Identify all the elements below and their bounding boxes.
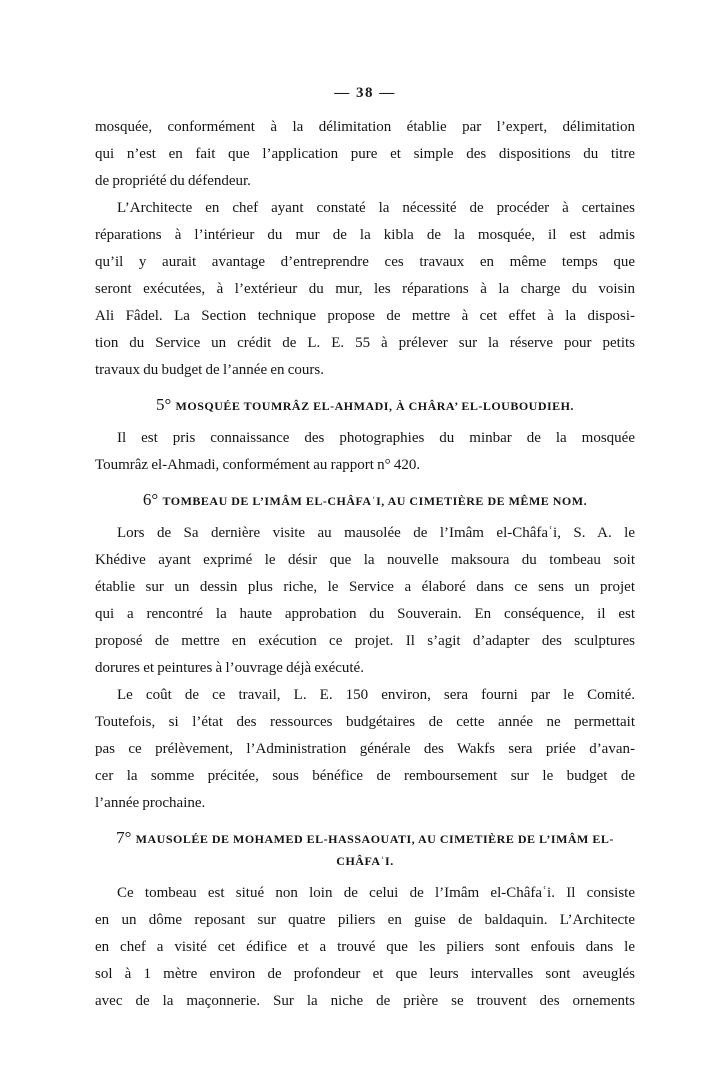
text-line: Lors de Sa dernière visite au mausolée de l’Imâm el-Châfaʿi, S. A. le bbox=[117, 525, 635, 541]
page-number: — 38 — bbox=[334, 85, 396, 101]
text-line: Le coût de ce travail, L. E. 150 environ, sera fourni par le Comité. bbox=[117, 687, 635, 703]
text-line: avec de la maçonnerie. Sur la niche de prière se trouvent des ornements bbox=[95, 993, 635, 1009]
text-line: établie sur un dessin plus riche, le Service a élaboré dans ce sens un projet bbox=[95, 579, 635, 595]
text-line: Khédive ayant exprimé le désir que la nouvelle maksoura du tombeau soit bbox=[95, 552, 635, 568]
text-line: sol à 1 mètre environ de profondeur et que leurs intervalles sont aveuglés bbox=[95, 966, 635, 982]
text-line: Ce tombeau est situé non loin de celui de l’Imâm el-Châfaʿi. Il consiste bbox=[117, 885, 635, 901]
section-title: MOSQUÉE TOUMRÂZ EL-AHMADI, À CHÂRA’ EL-LOUBOUDIEH. bbox=[175, 399, 575, 413]
text-line: en chef a visité cet édifice et a trouvé que les piliers sont enfouis dans le bbox=[95, 939, 635, 955]
text-line: dorures et peintures à l’ouvrage déjà exécuté. bbox=[95, 660, 364, 676]
paragraph bbox=[95, 195, 635, 384]
text-line: Toutefois, si l’état des ressources budgétaires de cette année ne permettait bbox=[95, 714, 635, 730]
section-title: TOMBEAU DE L’IMÂM EL-CHÂFAʿI, AU CIMETIÈRE DE MÊME NOM. bbox=[162, 494, 588, 508]
text-line: qui n’est en fait que l’application pure et simple des dispositions du titre bbox=[95, 146, 635, 162]
section-title: MAUSOLÉE DE MOHAMED EL-HASSAOUATI, AU CIMETIÈRE DE L’IMÂM EL-CHÂFAʿI. bbox=[135, 832, 614, 868]
paragraph bbox=[95, 114, 635, 195]
text-line: travaux du budget de l’année en cours. bbox=[95, 362, 324, 378]
text-line: L’Architecte en chef ayant constaté la nécessité de procéder à certaines bbox=[117, 200, 635, 216]
text-line: cer la somme précitée, sous bénéfice de remboursement sur le budget de bbox=[95, 768, 635, 784]
text-line: qui a rencontré la haute approbation du Souverain. En conséquence, il est bbox=[95, 606, 635, 622]
paragraph bbox=[95, 880, 635, 1015]
section-heading bbox=[95, 489, 635, 512]
section-heading bbox=[95, 394, 635, 417]
paragraph bbox=[95, 520, 635, 682]
text-line: pas ce prélèvement, l’Administration générale des Wakfs sera priée d’avan- bbox=[95, 741, 635, 757]
text-line: de propriété du défendeur. bbox=[95, 173, 251, 189]
text-line: en un dôme reposant sur quatre piliers en guise de baldaquin. L’Architecte bbox=[95, 912, 635, 928]
paragraph bbox=[95, 682, 635, 817]
document-body bbox=[95, 114, 635, 1015]
page-header bbox=[95, 84, 635, 102]
section-heading bbox=[95, 827, 635, 872]
paragraph bbox=[95, 425, 635, 479]
text-line: Ali Fâdel. La Section technique propose de mettre à cet effet à la disposi- bbox=[95, 308, 635, 324]
text-line: tion du Service un crédit de L. E. 55 à prélever sur la réserve pour petits bbox=[95, 335, 635, 351]
section-number: 6° bbox=[142, 490, 163, 509]
text-line: réparations à l’intérieur du mur de la kibla de la mosquée, il est admis bbox=[95, 227, 635, 243]
text-line: Toumrâz el-Ahmadi, conformément au rapport n° 420. bbox=[95, 457, 421, 473]
text-line: mosquée, conformément à la délimitation établie par l’expert, délimitation bbox=[95, 119, 635, 135]
text-line: seront exécutées, à l’extérieur du mur, les réparations à la charge du voisin bbox=[95, 281, 635, 297]
text-line: proposé de mettre en exécution ce projet. Il s’agit d’adapter des sculptures bbox=[95, 633, 635, 649]
text-line: qu’il y aurait avantage d’entreprendre ces travaux en même temps que bbox=[95, 254, 635, 270]
text-line: l’année prochaine. bbox=[95, 795, 206, 811]
section-number: 7° bbox=[116, 828, 136, 847]
section-number: 5° bbox=[155, 395, 176, 414]
text-line: Il est pris connaissance des photographies du minbar de la mosquée bbox=[117, 430, 635, 446]
